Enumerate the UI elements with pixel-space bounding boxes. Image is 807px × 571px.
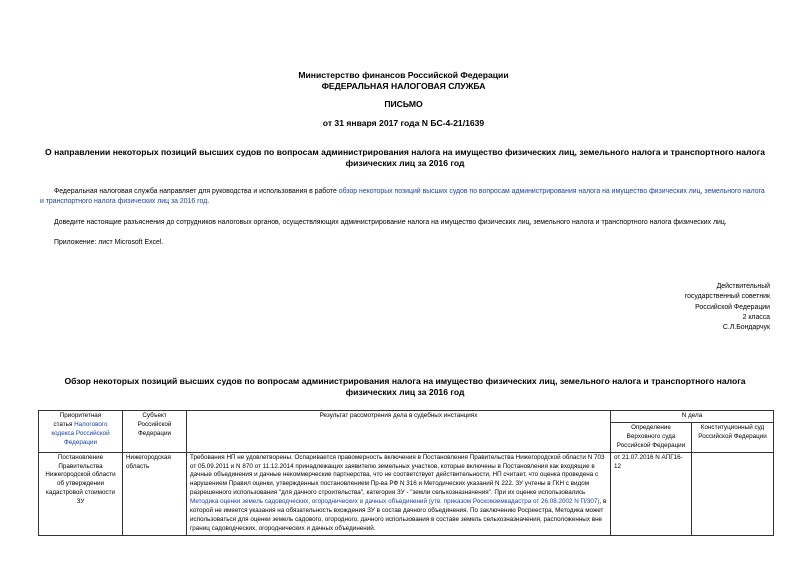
signature-line-1: Действительный (716, 283, 770, 290)
cell-supreme-court: от 21.07.2016 N АПГ16-12 (611, 452, 692, 535)
ministry-title: Министерство финансов Российской Федерации (298, 70, 509, 80)
table-row (39, 452, 774, 535)
col-header-article-title: Приоритетная (59, 412, 102, 419)
doc-type: ПИСЬМО (384, 99, 423, 109)
col-header-article (39, 411, 123, 453)
doc-subject: О направлении некоторых позиций высших судов по вопросам администрирования налога на имущество физических лиц, земельного налога и транспортного налога физических лиц за 2016 год (45, 147, 765, 168)
cell-result-text-a: Требования НП не удовлетворены. Оспаривается правомерность включения в Постановления Правительства Нижегородской области N 703 от 05.09.2011 и N 870 от 11.12.2014 принадлежащих заявителю земельных участков, которые включены в Постановления как входящие в дачные объединения и дачные некоммерческие партнерства, что не соответствует действительности, НП считает, что оценка проведена с нарушением Правил оценки, утвержденных постановлением Пр-ва РФ N 316 и Методических указаний N 222. ЗУ учтены в ГКН с видом разрешенного использования "для дачного строительства", категория ЗУ - "земли сельхозназначения". При их оценке использовались (190, 453, 605, 497)
service-title: ФЕДЕРАЛЬНАЯ НАЛОГОВАЯ СЛУЖБА (321, 81, 486, 91)
signature-line-2: государственный советник (684, 293, 770, 301)
col-header-case-no: N дела (611, 411, 774, 423)
cell-result-text-b: , в которой не имеется указания на обязательность вхождения ЗУ в состав дачного объединения. По заключению Росреестра, Методика может использоваться для оценки земель садового, огородного, дачного использования в составе земель сельхозназначения, расположенных вне границ садоводческих, огороднических и дачных объединений. (190, 498, 607, 532)
review-title: Обзор некоторых позиций высших судов по вопросам администрирования налога на имущество физических лиц, земельного налога и транспортного налога физических лиц за 2016 год (64, 376, 746, 397)
col-header-supreme-court: Определение Верховного суда Российской Федерации (611, 422, 692, 452)
cell-subject: Нижегородская область (123, 452, 187, 535)
methodology-link[interactable]: Методика оценки земель садоводческих, огороднических и дачных объединений (утв. приказом Роскомземкадастра от 26.08.2002 N П/307) (190, 498, 600, 506)
table-header-row (39, 411, 774, 423)
col-header-subject: Субъект Российской Федерации (123, 411, 187, 453)
col-header-result: Результат рассмотрения дела в судебных инстанциях (187, 411, 611, 453)
doc-date-number: от 31 января 2017 года N БС-4-21/1639 (322, 118, 485, 128)
review-table (38, 410, 774, 536)
col-header-article-body (42, 421, 119, 448)
cell-result (187, 452, 611, 535)
paragraph-2: Доведите настоящие разъяснения до сотрудников налоговых органов, осуществляющих администрирование налога на имущество физических лиц, земельного налога и транспортного налога физических лиц. (54, 219, 727, 226)
attachment-note: Приложение: лист Microsoft Excel. (54, 239, 164, 246)
review-link[interactable]: обзор некоторых позиций высших судов по вопросам администрирования налога на имущество физических лиц, земельного налога и транспортного налога физических лиц за 2016 год (40, 188, 765, 205)
paragraph-1-start: Федеральная налоговая служба направляет для руководства и использования в работе (54, 188, 339, 195)
signature-name: С.Л.Бондарчук (722, 324, 770, 332)
paragraph-1-end: . (207, 198, 210, 205)
col-header-article-pre: статья (53, 420, 75, 428)
cell-constitutional-court (692, 452, 774, 535)
signature-line-4: 2 класса (742, 313, 770, 321)
signature-block (600, 282, 770, 333)
signature-line-3: Российской Федерации (695, 303, 770, 311)
col-header-constitutional-court: Конституционный суд Российской Федерации (692, 422, 774, 452)
tax-code-link[interactable]: Налогового кодекса Российской Федерации (51, 420, 110, 446)
paragraph-1 (40, 187, 770, 207)
cell-article: Постановление Правительства Нижегородской области об утверждении кадастровой стоимости ЗУ (39, 452, 123, 535)
